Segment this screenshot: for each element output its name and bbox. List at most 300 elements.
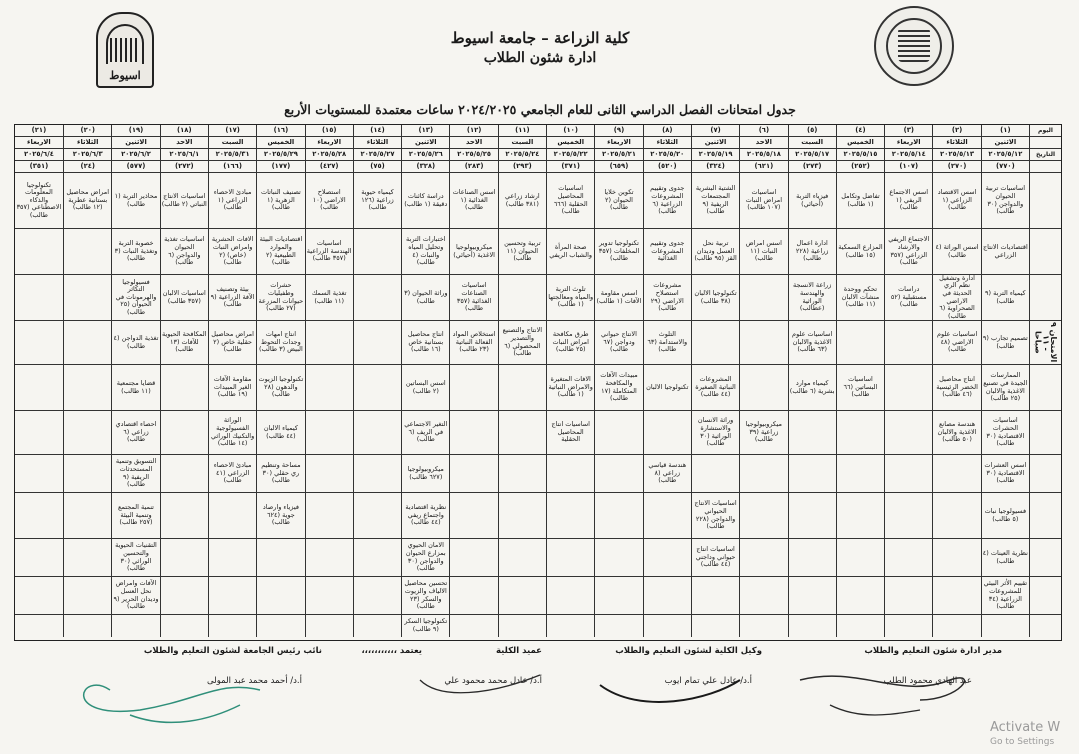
exam-row — [15, 321, 1061, 365]
student-total-cell: (٥٧٧) — [111, 161, 159, 172]
day-cell: الاحد — [449, 137, 497, 148]
student-total-cell: (٢٤) — [63, 161, 111, 172]
exam-cell: اساسيات تربية الحيوان والدواجن (٣٠ طالب) — [981, 173, 1029, 228]
exam-cell: اسس البساتين (٢ طالب) — [401, 365, 449, 410]
exam-cell: اسس العشرات الاقتصادية (٣٠ طالب) — [981, 455, 1029, 492]
exam-cell — [546, 493, 594, 538]
index-cell: (١٥) — [305, 125, 353, 136]
day-cell: الثلاثاء — [932, 137, 980, 148]
exam-cell — [788, 539, 836, 576]
exam-cell: اساسيات انتاج المحاصيل الحقلية — [546, 411, 594, 454]
exam-cell — [788, 411, 836, 454]
exam-cell: تكنولوجيا الالبان — [643, 365, 691, 410]
exam-cell: اساسيات امراض النبات (١٠٧ طالب) — [739, 173, 787, 228]
signatory-name: أ.د/ عادل محمد محمود علي — [444, 676, 542, 686]
exam-cell — [305, 493, 353, 538]
logo-text: اسيوط — [109, 69, 141, 82]
exam-cell: الشتية البشرية المجتمعات الريفية (٩ طالب) — [691, 173, 739, 228]
exam-cell — [63, 455, 111, 492]
exam-cell: هندسة مصانع الاغذية والالبان (٥٠ طالب) — [932, 411, 980, 454]
exam-cell — [836, 455, 884, 492]
day-row — [15, 137, 1061, 149]
exam-cell: كيمياء التربة (٩ طالب) — [981, 275, 1029, 320]
exam-cell — [208, 577, 256, 614]
handwritten-signatures — [20, 660, 1020, 740]
exam-cell — [63, 411, 111, 454]
exam-cell: المزارع السمكية (١٥ طالب) — [836, 229, 884, 274]
exam-cell — [15, 365, 63, 410]
day-cell: الاحد — [160, 137, 208, 148]
exam-cell — [449, 615, 497, 637]
exam-cell — [691, 321, 739, 364]
exam-cell: دراسات مستقبلية (٥٢ طالب) — [884, 275, 932, 320]
exam-cell — [739, 455, 787, 492]
day-cell: الاربعاء — [27, 137, 51, 146]
exam-cell — [15, 539, 63, 576]
row-header-cell — [1029, 365, 1061, 410]
seal-emblem — [898, 28, 930, 62]
date-cell: ٢٠٢٥/٥/٢٠ — [643, 149, 691, 160]
exam-cell: مبادئ الاحصاء الزراعي (١ طالب) — [208, 173, 256, 228]
date-cell: ٢٠٢٥/٥/١٧ — [788, 149, 836, 160]
index-cell: (١٣) — [401, 125, 449, 136]
day-cell: الثلاثاء — [63, 137, 111, 148]
exam-cell: صحة المرأة والشباب الريفي — [546, 229, 594, 274]
exam-cell — [932, 455, 980, 492]
day-cell: السبت — [788, 137, 836, 148]
exam-cell — [884, 455, 932, 492]
student-total-cell: (٢٧٣) — [788, 161, 836, 172]
exam-cell: تكنولوجيا تدوير المخلفات (٣٥٧ طالب) — [594, 229, 642, 274]
exam-cell — [15, 455, 63, 492]
exam-cell — [932, 577, 980, 614]
exam-cell — [739, 275, 787, 320]
exam-cell: استخلاص المواد الفعالة النباتية (٢٣ طالب) — [449, 321, 497, 364]
header — [380, 28, 700, 68]
department-name: ادارة شئون الطلاب — [483, 50, 597, 66]
exam-schedule-table — [14, 124, 1062, 641]
day-cell: السبت — [208, 137, 256, 148]
exam-cell: تربية نحل العسل وديدان القز (٩٥ طالب) — [691, 229, 739, 274]
date-cell: ٢٠٢٥/٥/٢٦ — [401, 149, 449, 160]
exam-cell: اساسيات تغذية الحيوان والدواجن (٦ طالب) — [160, 229, 208, 274]
exam-row — [15, 577, 1061, 615]
exam-cell — [208, 615, 256, 637]
day-cell: الاثنين — [691, 137, 739, 148]
exam-cell — [449, 411, 497, 454]
exam-cell — [498, 615, 546, 637]
exam-row — [15, 365, 1061, 411]
row-header-cell — [1029, 455, 1061, 492]
exam-cell — [63, 493, 111, 538]
exam-cell — [594, 411, 642, 454]
signature-title: مدير ادارة شئون التعليم والطلاب — [864, 646, 1002, 656]
exam-cell: اساسيات الانتاج الحيواني والدواجن (٢٢٨ طالب) — [691, 493, 739, 538]
day-cell: الخميس — [546, 137, 594, 148]
exam-cell — [15, 321, 63, 364]
exam-cell — [15, 615, 63, 637]
watermark-line1: Activate W — [990, 720, 1061, 735]
exam-cell: اساسيات انتاج حيواني وداجني (٤٤ طالب) — [691, 539, 739, 576]
exam-cell — [498, 455, 546, 492]
exam-cell: تحسين محاصيل الالياف والزيوت والسكر (٢٣ طالب) — [401, 577, 449, 614]
row-header-cell — [1029, 275, 1061, 320]
date-cell: ٢٠٢٥/٥/٢٧ — [353, 149, 401, 160]
row-header-cell — [1029, 577, 1061, 614]
exam-cell — [353, 365, 401, 410]
day-cell: الاثنين — [981, 137, 1029, 148]
student-total-cell: (٣٢٨) — [401, 161, 449, 172]
row-header-cell: التاريخ — [1029, 149, 1061, 160]
index-cell: (٦) — [739, 125, 787, 136]
exam-cell: تحكم ووحدة منشآت الالبان (١١ طالب) — [836, 275, 884, 320]
day-cell: الاربعاء — [884, 137, 932, 148]
exam-cell — [836, 321, 884, 364]
exam-cell — [836, 539, 884, 576]
exam-cell — [498, 275, 546, 320]
date-cell: ٢٠٢٥/٥/١٥ — [836, 149, 884, 160]
exam-cell: الامان الحيوي بمزارع الحيوان والدواجن (٣٠ طالب) — [401, 539, 449, 576]
date-cell: ٢٠٢٥/٦/٣ — [63, 149, 111, 160]
student-total-cell: (٣٧١) — [546, 161, 594, 172]
exam-cell — [546, 615, 594, 637]
index-cell: (٢٠) — [63, 125, 111, 136]
row-header-cell — [1029, 411, 1061, 454]
exam-row — [15, 275, 1061, 321]
exam-cell — [788, 455, 836, 492]
date-cell: ٢٠٢٥/٥/٣١ — [208, 149, 256, 160]
exam-cell: كيمياء موارد بشرية (٦ طالب) — [788, 365, 836, 410]
index-cell: (٢) — [932, 125, 980, 136]
signatory-name: عبد الهادي محمود الطلب — [883, 676, 972, 686]
exam-cell: الانتاج حيواني ودواجن (٦٧ طالب) — [594, 321, 642, 364]
exam-cell — [15, 275, 63, 320]
index-cell: (١١) — [498, 125, 546, 136]
faculty-name: كلية الزراعة – جامعة اسيوط — [450, 29, 630, 47]
exam-cell: تكنولوجيا المعلومات والذكاء الاصطناعي (٣٥٧ طالب) — [16, 180, 62, 219]
exam-cell — [15, 229, 63, 274]
exam-cell — [63, 539, 111, 576]
student-total-cell: (١٠٧) — [884, 161, 932, 172]
exam-row — [15, 539, 1061, 577]
date-row — [15, 149, 1061, 161]
exam-cell — [160, 615, 208, 637]
exam-cell: تغذية الدواجن (٤ طالب) — [111, 321, 159, 364]
date-cell: ٢٠٢٥/٥/٢٤ — [498, 149, 546, 160]
exam-cell: اسس امراض النبات (١١ طالب) — [739, 229, 787, 274]
exam-cell: امراض محاصيل بستانية عطرية (١٢ طالب) — [63, 173, 111, 228]
exam-cell: اسس الاجتماع الريفي (١ طالب) — [884, 173, 932, 228]
day-cell: الخميس — [836, 137, 884, 148]
exam-cell: الاجتماع الريفي والارشاد الزراعي (٣٥٧ طالب) — [884, 229, 932, 274]
exam-cell: احصاء اقتصادي زراعي (٦ طالب) — [111, 411, 159, 454]
exam-cell — [305, 321, 353, 364]
exam-cell — [739, 493, 787, 538]
student-total-cell: (٦٢١) — [739, 161, 787, 172]
exam-cell: نظرية العينات (٤ طالب) — [981, 539, 1029, 576]
exam-cell: اساسيات علوم الاغذية والالبان (٦٣ طالب) — [788, 321, 836, 364]
row-header-cell — [1029, 229, 1061, 274]
totals-row — [15, 161, 1061, 173]
exam-cell — [353, 275, 401, 320]
exam-cell: تنمية المجتمع وتنمية البيئة (٢٥٧ طالب) — [111, 493, 159, 538]
exam-cell — [353, 615, 401, 637]
exam-cell: وراثة الانسان والاستشارة الوراثية (٣٠ طالب) — [691, 411, 739, 454]
exam-cell: اسس مقاومة الآفات (١ طالب) — [594, 275, 642, 320]
exam-cell: انتاج امهات وجدات التحوط البيض (٣ طالب) — [256, 321, 304, 364]
day-cell: الاحد — [739, 137, 787, 148]
exam-cell — [594, 539, 642, 576]
exam-cell — [160, 539, 208, 576]
exam-cell: المشروعات النباتية الصغيرة (٤٤ طالب) — [691, 365, 739, 410]
student-total-cell: (٢٥٢) — [836, 161, 884, 172]
exam-cell — [643, 615, 691, 637]
date-cell: ٢٠٢٥/٦/١ — [160, 149, 208, 160]
exam-cell: تقييم الأثر البيئي للمشروعات الزراعية (٣٤ طالب) — [981, 577, 1029, 614]
exam-cell: الافات المتغيرة والامراض النباتية (١ طالب) — [546, 365, 594, 410]
exam-cell: الافات الحشرية وامراض النبات (خاص) (٢ طالب) — [208, 229, 256, 274]
exam-cell — [160, 577, 208, 614]
exam-cell — [160, 365, 208, 410]
exam-cell: انتاج محاصيل بستانية خاص (١٦ طالب) — [401, 321, 449, 364]
exam-cell — [691, 615, 739, 637]
exam-cell: اقتصاديات الانتاج الزراعي — [981, 229, 1029, 274]
exam-cell — [643, 411, 691, 454]
student-total-cell: (٢٧٠) — [932, 161, 980, 172]
exam-cell — [788, 615, 836, 637]
day-cell: الاربعاء — [305, 137, 353, 148]
date-cell: ٢٠٢٥/٥/١٤ — [884, 149, 932, 160]
signature-title: يعتمد ،،،،،،،،،،، — [361, 646, 422, 656]
exam-row — [15, 455, 1061, 493]
index-cell: (١٨) — [160, 125, 208, 136]
exam-cell — [63, 615, 111, 637]
exam-cell — [594, 455, 642, 492]
index-cell: (٢١) — [31, 125, 47, 134]
exam-cell — [498, 539, 546, 576]
exam-cell: اقتصاديات البيئة والموارد الطبيعية (٢ طالب) — [256, 229, 304, 274]
exam-row — [15, 493, 1061, 539]
exam-cell — [63, 321, 111, 364]
exam-cell: تصميم تجارب (٩ طالب) — [981, 321, 1029, 364]
exam-cell — [305, 615, 353, 637]
exam-cell: اساسيات الانتاج النباتي (٢ طالب) — [160, 173, 208, 228]
signature-title: نائب رئيس الجامعة لشئون التعليم والطلاب — [143, 646, 322, 656]
student-total-cell: (٥٢٠) — [643, 161, 691, 172]
exam-cell: ميكروبيولوجيا زراعية (٣٩ طالب) — [739, 411, 787, 454]
exam-cell — [305, 411, 353, 454]
exam-cell — [739, 539, 787, 576]
row-header-cell — [1029, 137, 1061, 148]
exam-cell: مبادئ الاحصاء الزراعي (٤١ طالب) — [208, 455, 256, 492]
exam-cell — [836, 615, 884, 637]
day-cell: الثلاثاء — [353, 137, 401, 148]
exam-cell: التقنيات الحيوية والتحسين الوراثي (٣٠ طالب) — [111, 539, 159, 576]
exam-row — [15, 411, 1061, 455]
exam-cell — [353, 229, 401, 274]
exam-cell — [739, 321, 787, 364]
exam-cell — [739, 365, 787, 410]
day-cell: الاثنين — [111, 137, 159, 148]
exam-cell — [546, 539, 594, 576]
exam-cell — [305, 577, 353, 614]
student-total-cell: (٢٨٣) — [449, 161, 497, 172]
exam-cell — [353, 493, 401, 538]
exam-cell — [594, 493, 642, 538]
exam-cell — [160, 493, 208, 538]
row-header-cell — [1029, 493, 1061, 538]
exam-cell — [208, 539, 256, 576]
date-cell: ٢٠٢٥/٥/١٩ — [691, 149, 739, 160]
date-cell: ٢٠٢٥/٦/٢ — [111, 149, 159, 160]
exam-cell: اساسيات البساتين (٦٦ طالب) — [836, 365, 884, 410]
exam-cell — [15, 411, 63, 454]
exam-cell: اختبارات التربة وتحليل المياه والنبات (٤ طالب) — [401, 229, 449, 274]
exam-row — [15, 229, 1061, 275]
index-cell: (٤) — [836, 125, 884, 136]
exam-cell: اساسيات الصناعات الغذائية (٣٥٧ طالب) — [449, 275, 497, 320]
exam-cell — [449, 455, 497, 492]
student-total-cell: (١٧٧) — [256, 161, 304, 172]
exam-cell — [305, 365, 353, 410]
exam-cell — [63, 275, 111, 320]
exam-cell: تفاضل وتكامل (١ طالب) — [836, 173, 884, 228]
exam-cell: نظرية اقتصادية واجتماع ريفي (٤٤ طالب) — [401, 493, 449, 538]
exam-cell — [739, 615, 787, 637]
exam-cell: اساسيات المحاصيل الحقلية (٦٦٦ طالب) — [546, 173, 594, 228]
exam-cell — [63, 577, 111, 614]
exam-cell: التسويق وتنمية المستحدثات الريفية (٩ طالب) — [111, 455, 159, 492]
exam-cell: محاذير التربة (١ طالب) — [111, 173, 159, 228]
exam-cell — [498, 365, 546, 410]
exam-cell — [353, 455, 401, 492]
date-cell: ٢٠٢٥/٥/٢١ — [594, 149, 642, 160]
exam-cell — [884, 493, 932, 538]
exam-cell: فيزياء وارصاد جوية (٦٢٤ طالب) — [256, 493, 304, 538]
exam-cell: اساسيات الالبان (٣٥٧ طالب) — [160, 275, 208, 320]
signatory-name: أ.د/ عادل علي تمام ايوب — [664, 676, 752, 686]
row-header-cell: الامتحان ٩ - ١١ صباحا — [1029, 321, 1061, 364]
exam-cell — [884, 411, 932, 454]
exam-cell — [884, 539, 932, 576]
exam-cell: فيزياء التربة (أحيائي) — [788, 173, 836, 228]
exam-cell — [691, 577, 739, 614]
student-total-cell: (٣٥١) — [29, 161, 49, 170]
exam-cell: وراثة الحيوان (٣ طالب) — [401, 275, 449, 320]
exam-cell — [256, 539, 304, 576]
exam-cell: اسس الصناعات الغذائية (١ طالب) — [449, 173, 497, 228]
exam-cell — [932, 493, 980, 538]
exam-cell: هندسة قياسي زراعي (٨ طالب) — [643, 455, 691, 492]
student-total-cell: (٦٥٩) — [594, 161, 642, 172]
faculty-seal — [874, 6, 954, 86]
exam-cell: التغير الاجتماعي في الريف (٦ طالب) — [401, 411, 449, 454]
student-total-cell: (١٦٦) — [208, 161, 256, 172]
exam-cell — [498, 411, 546, 454]
exam-cell: مقاومة الآفات الغير المبيدات (١٩ طالب) — [208, 365, 256, 410]
exam-cell: ميكروبيولوجيا الاغذية (أحيائي) — [449, 229, 497, 274]
index-row — [15, 125, 1061, 137]
date-cell: ٢٠٢٥/٥/٢٢ — [546, 149, 594, 160]
exam-cell: ادارة وتشغيل نظم الري الحديثة في الاراضي الصحراوية (٦ طالب) — [932, 275, 980, 320]
exam-cell — [643, 577, 691, 614]
exam-cell — [836, 577, 884, 614]
exam-cell: الانتاج والتصنيع والتصدير المحصولي (٦ طالب) — [498, 321, 546, 364]
index-cell: (٧) — [691, 125, 739, 136]
row-header-cell — [1029, 173, 1061, 228]
exam-cell — [884, 365, 932, 410]
exam-cell — [160, 455, 208, 492]
exam-cell: ميكروبيولوجيا (٦٢٧ طالب) — [401, 455, 449, 492]
exam-cell: حشرات وطفيليات حيوانات المزرعة (٢٧ طالب) — [256, 275, 304, 320]
exam-cell: ارشاد زراعي (٣٨١ طالب) — [498, 173, 546, 228]
exam-cell: استصلاح الاراضي (١٠ طالب) — [305, 173, 353, 228]
index-cell: (١٦) — [256, 125, 304, 136]
exam-cell: تكنولوجيا الالبان (٣٨ طالب) — [691, 275, 739, 320]
exam-cell — [932, 615, 980, 637]
day-cell: الخميس — [256, 137, 304, 148]
exam-cell — [884, 615, 932, 637]
exam-cell — [788, 493, 836, 538]
exam-cell: خصوبة التربة وتغذية النبات (٣ طالب) — [111, 229, 159, 274]
exam-cell: زراعة الانسجة والهندسة الوراثية (عطالب) — [788, 275, 836, 320]
exam-cell — [15, 577, 63, 614]
watermark-line2: Go to Settings — [990, 737, 1055, 747]
row-header-cell — [1029, 615, 1061, 637]
exam-cell — [643, 493, 691, 538]
exam-cell: فسيولوجيا التكاثر والهرمونات في الحيوان (٢٥ طالب) — [111, 275, 159, 320]
exam-cell: الآفات وامراض نحل العسل وديدان الحرير (٩ طالب) — [111, 577, 159, 614]
index-cell: (١٤) — [353, 125, 401, 136]
exam-cell: الممارسات الجيدة في تصنيع الاغذية والالبان (٢٥ طالب) — [981, 365, 1029, 410]
exam-cell — [594, 577, 642, 614]
exam-cell: امراض محاصيل حقلية خاص (٢ طالب) — [208, 321, 256, 364]
exam-cell: اساسيات الحشرات الاقتصادية (٣٠ طالب) — [981, 411, 1029, 454]
exam-cell: كيمياء الالبان (٤٤ طالب) — [256, 411, 304, 454]
index-cell: (١٧) — [208, 125, 256, 136]
exam-cell: مشروعات استصلاح الاراضي (٢٩ طالب) — [643, 275, 691, 320]
exam-cell — [884, 321, 932, 364]
exam-cell: انتاج محاصيل الخضر الرئيسية (٤٦ طالب) — [932, 365, 980, 410]
index-cell: (١) — [981, 125, 1029, 136]
exam-cell — [546, 455, 594, 492]
exam-cell: دراسة كائنات دقيقة (١ طالب) — [401, 173, 449, 228]
exam-cell: جدوى وتقييم المشروعات الزراعية (٦ طالب) — [643, 173, 691, 228]
signature-title: عميد الكلية — [496, 646, 542, 656]
exam-cell — [884, 577, 932, 614]
exam-cell — [643, 539, 691, 576]
exam-cell — [353, 321, 401, 364]
exam-cell: تربية وتحسين الحيوان (١١ طالب) — [498, 229, 546, 274]
exam-cell — [353, 539, 401, 576]
exam-cell: كيمياء حيوية زراعية (١٢٦ طالب) — [353, 173, 401, 228]
exam-cell — [305, 539, 353, 576]
exam-cell: قضايا مجتمعية (١١ طالب) — [111, 365, 159, 410]
date-cell: ٢٠٢٥/٥/١٢ — [981, 149, 1029, 160]
exam-cell — [546, 577, 594, 614]
exam-cell: تكوين خلايا الحيوان (٢ طالب) — [594, 173, 642, 228]
exam-cell — [498, 577, 546, 614]
schedule-title: جدول امتحانات الفصل الدراسي الثانى للعام الجامعي ٢٠٢٤/٢٠٢٥ ساعات معتمدة للمستويات الأربع — [284, 102, 796, 117]
exam-cell — [63, 365, 111, 410]
exam-cell: اسس الوراثة (٤ طالب) — [932, 229, 980, 274]
exam-cell — [981, 615, 1029, 637]
date-cell: ٢٠٢٥/٥/١٣ — [932, 149, 980, 160]
date-cell: ٢٠٢٥/٥/٢٥ — [449, 149, 497, 160]
day-cell: الاثنين — [401, 137, 449, 148]
exam-cell — [449, 539, 497, 576]
exam-cell: مساحة وتنظيم ري حقلي (٣٠ طالب) — [256, 455, 304, 492]
